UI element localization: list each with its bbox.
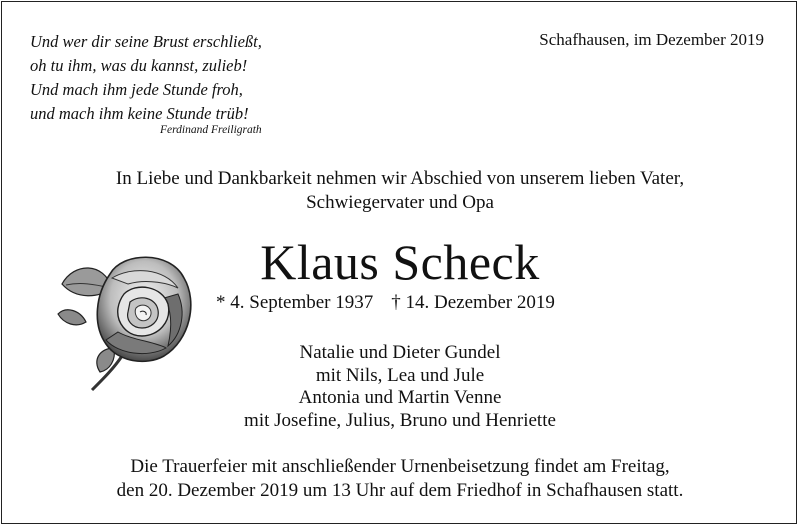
- place-date: Schafhausen, im Dezember 2019: [539, 30, 764, 49]
- service-info: [0, 455, 800, 503]
- family-line: mit Josefine, Julius, Bruno und Henriette: [244, 409, 556, 431]
- intro-line: Schwiegervater und Opa: [306, 192, 494, 213]
- life-dates: [216, 292, 555, 314]
- poem: [30, 30, 262, 126]
- poem-line: Und mach ihm jede Stunde froh,: [30, 80, 243, 99]
- family-line: Antonia und Martin Venne: [298, 387, 502, 408]
- poem-line: oh tu ihm, was du kannst, zulieb!: [30, 56, 248, 75]
- intro-text: [0, 167, 800, 215]
- poem-author: Ferdinand Freiligrath: [160, 124, 262, 136]
- service-line: Die Trauerfeier mit anschließender Urnenbeisetzung findet am Freitag,: [130, 456, 670, 477]
- family-line: Natalie und Dieter Gundel: [299, 342, 501, 363]
- death-date: † 14. Dezember 2019: [391, 292, 555, 313]
- poem-line: Und wer dir seine Brust erschließt,: [30, 32, 262, 51]
- service-line: den 20. Dezember 2019 um 13 Uhr auf dem Friedhof in Schafhausen statt.: [116, 480, 684, 501]
- poem-line: und mach ihm keine Stunde trüb!: [30, 104, 249, 123]
- deceased-name: Klaus Scheck: [260, 234, 540, 290]
- intro-line: In Liebe und Dankbarkeit nehmen wir Abschied von unserem lieben Vater,: [115, 168, 685, 189]
- family-list: [0, 342, 800, 432]
- birth-date: * 4. September 1937: [216, 292, 374, 313]
- family-line: mit Nils, Lea und Jule: [315, 364, 485, 386]
